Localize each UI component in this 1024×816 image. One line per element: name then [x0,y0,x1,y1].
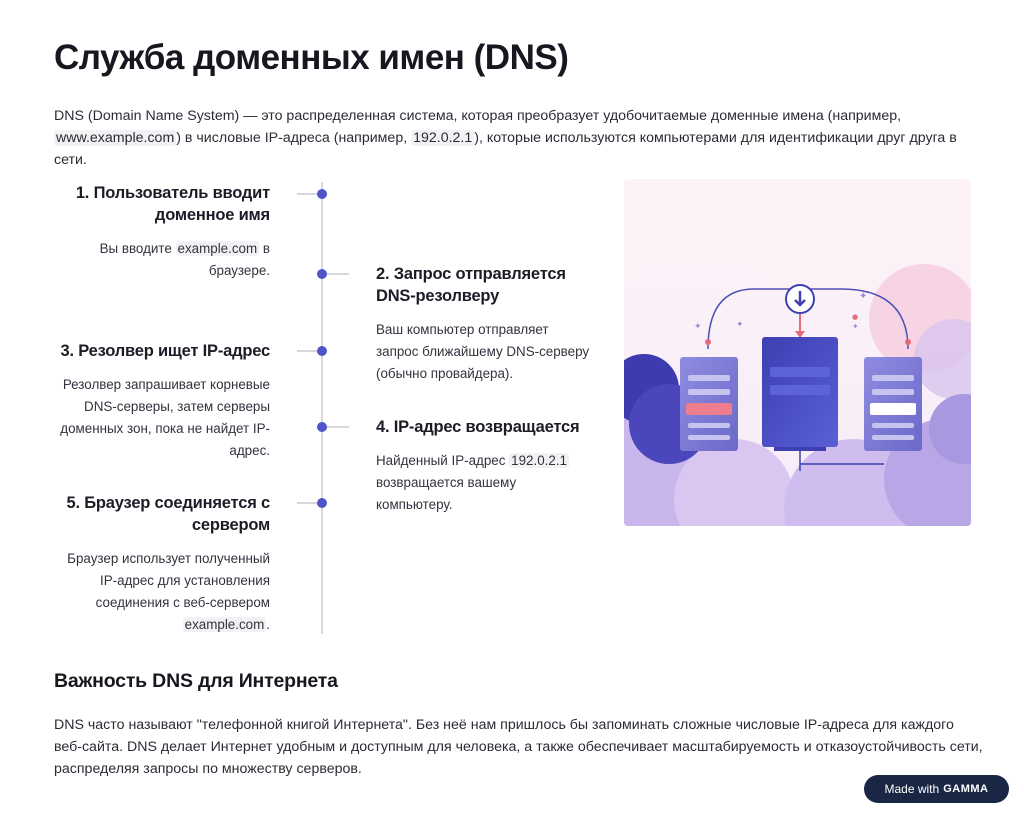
step-code: 192.0.2.1 [511,453,568,468]
step-description [70,238,270,282]
panel-row [872,375,914,381]
illustration-svg [624,179,971,526]
step-title: 3. Резолвер ищет IP-адрес [60,342,270,360]
step-text: . [266,617,270,632]
connection-node [705,339,711,345]
intro-text: DNS (Domain Name System) — это распределенная система, которая преобразует удобочитаемые доменные имена (например, [54,108,902,124]
panel-row [688,375,730,381]
timeline-step-2 [376,263,591,385]
intro-code-ip: 192.0.2.1 [413,130,473,146]
step-description: Ваш компьютер отправляет запрос ближайшему DNS-серверу (обычно провайдера). [376,322,590,381]
importance-paragraph: DNS часто называют "телефонной книгой Интернета". Без неё нам пришлось бы запоминать сложные числовые IP-адреса для каждого веб-сайта. DNS делает Интернет удобным и доступным для человека, а также обеспечивает масштабируемость и отказоустойчивость сети, распределяя запросы по множеству серверов. [54,717,983,777]
timeline-line [321,182,323,634]
step-description [376,450,591,516]
timeline-step-5 [50,492,270,636]
step-text: возвращается вашему компьютеру. [376,475,517,512]
step-code: example.com [177,241,258,256]
sparkle-icon: ✦ [859,291,868,302]
timeline-dot [317,422,327,432]
sparkle-icon: ✦ [852,322,859,331]
intro-text: ), которые используются компьютерами для идентификации друг друга в сети. [54,130,957,168]
intro-text: ) в числовые IP-адреса (например, [176,130,412,146]
timeline-dot [317,189,327,199]
timeline-dot [317,498,327,508]
importance-heading: Важность DNS для Интернета [54,670,338,692]
gamma-logo: GAMMA [943,783,989,795]
page-title: Служба доменных имен (DNS) [54,38,569,77]
step-description [50,548,270,636]
badge-prefix: Made with [884,782,940,796]
made-with-gamma-badge[interactable] [864,775,1009,803]
step-text: Браузер использует полученный IP-адрес для установления соединения с веб-сервером [67,551,270,610]
step-title: 2. Запрос отправляется DNS-резолверу [376,265,566,305]
step-text: в браузере. [208,241,270,278]
panel-row [872,435,914,440]
panel-row [688,389,730,395]
timeline-dot [317,346,327,356]
panel-highlight-row [870,403,916,415]
intro-code-domain: www.example.com [56,130,175,146]
panel-row [872,423,914,428]
panel-row [770,367,830,377]
panel-alert-row [686,403,732,415]
sparkle-icon: ✦ [736,320,744,330]
panel-row [872,389,914,395]
step-title: 5. Браузер соединяется с сервером [66,494,270,534]
step-title: 1. Пользователь вводит доменное имя [75,184,270,224]
timeline-step-1 [70,182,270,282]
step-description: Резолвер запрашивает корневые DNS-серверы, затем серверы доменных зон, пока не найдет IP-адрес. [60,377,270,458]
step-code: example.com [184,617,265,632]
panel-row [770,385,830,395]
step-text: Вы вводите [99,241,176,256]
sparkle-icon: ✦ [694,322,702,332]
step-title: 4. IP-адрес возвращается [376,418,580,436]
sparkle-icon: ● [852,313,859,321]
step-text: Найденный IP-адрес [376,453,510,468]
timeline-step-4 [376,416,591,516]
dns-servers-illustration [624,179,971,526]
timeline-dot [317,269,327,279]
intro-paragraph [54,105,974,171]
panel-row [688,423,730,428]
panel-row [688,435,730,440]
connection-node [905,339,911,345]
panel-stand [774,447,826,451]
timeline-step-3 [40,340,270,462]
